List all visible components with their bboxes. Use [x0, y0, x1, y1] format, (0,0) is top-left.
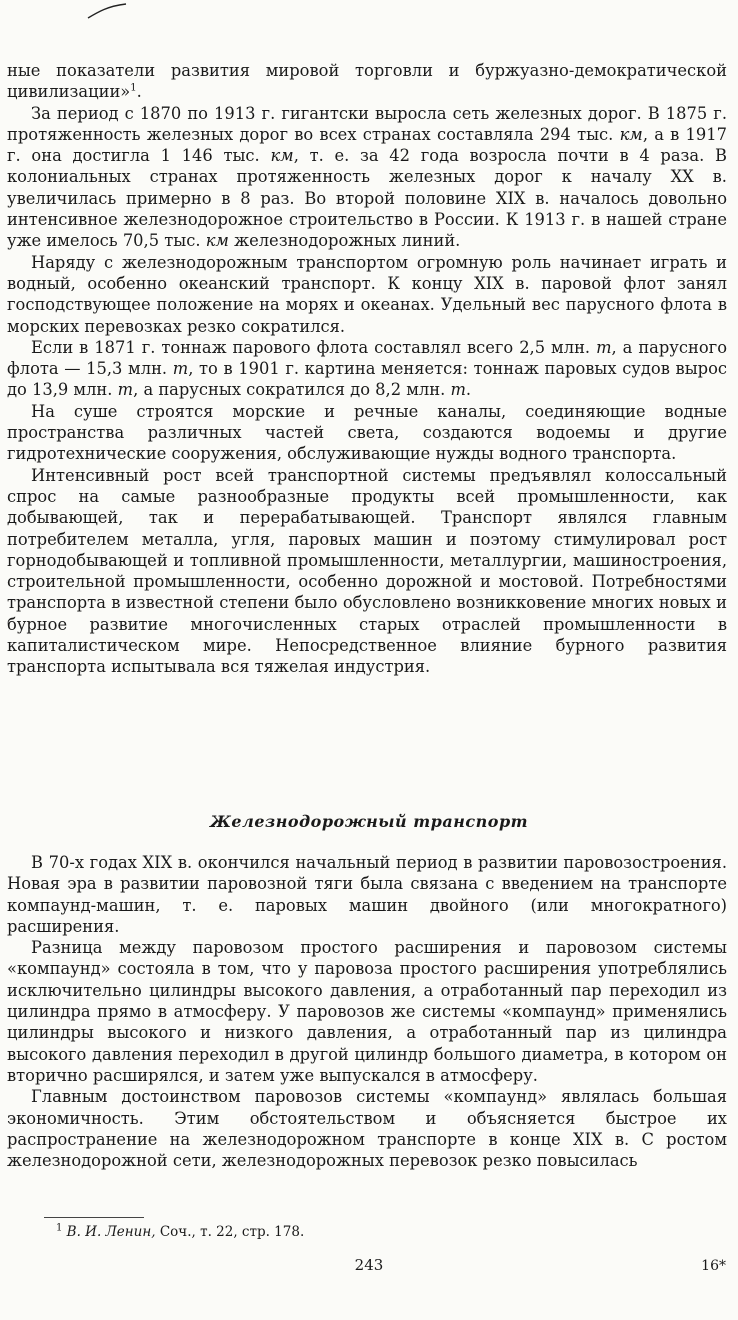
paragraph-railways: За период с 1870 по 1913 г. гигантски выросла сеть железных дорог. В 1875 г. протяженность железных дорог во всех странах составляла 294 тыс. км, а в 1917 г. она достигла 1 146 тыс. км, т. е. за 42 года возросла почти в 4 раза. В колониальных странах протяженность железных дорог к началу XX в. увеличилась примерно в 8 раз. Во второй половине XIX в. началось довольно интенсивное железнодорожное строительство в России. К 1913 г. в нашей стране уже имелось 70,5 тыс. км железнодорожных линий.: [7, 103, 727, 251]
footnote-author: В. И. Ленин,: [66, 1224, 156, 1240]
pen-mark-decoration: [86, 0, 131, 22]
paragraph-economy: Главным достоинством паровозов системы «компаунд» являлась большая экономичность. Этим обстоятельством и объясняется быстрое их распространение на железнодорожном транспорте в конце XIX в. С ростом железнодорожной сети, железнодорожных перевозок резко повысилась: [7, 1087, 727, 1171]
footnote-ref: 1: [130, 82, 137, 94]
footnote-reference: Соч., т. 22, стр. 178.: [155, 1224, 305, 1240]
paragraph-continuation: ные показатели развития мировой торговли и буржуазно-демократической цивилизации»$^1$.: [7, 61, 727, 102]
text-block-top: [7, 60, 727, 678]
footnote-number: 1: [56, 1222, 63, 1234]
footnote-divider: [44, 1217, 144, 1218]
page-number: 243: [354, 1256, 384, 1274]
paragraph-tonnage: Если в 1871 г. тоннаж парового флота составлял всего 2,5 млн. т, а парусного флота — 15,3 млн. т, то в 1901 г. картина меняется: тоннаж паровых судов вырос до 13,9 млн. т, а парусных сократился до 8,2 млн. т.: [7, 337, 727, 400]
paragraph-locomotives: В 70-х годах XIX в. окончился начальный период в развитии паровозостроения. Новая эра в развитии паровозной тяги была связана с введением на транспорте компаунд-машин, т. е. паровых машин двойного (или многократного) расширения.: [7, 853, 727, 936]
paragraph-canals: На суше строятся морские и речные каналы, соединяющие водные пространства различных частей света, создаются водоемы и другие гидротехнические сооружения, обслуживающие нужды водного транспорта.: [7, 401, 727, 464]
text-block-bottom: [7, 852, 727, 1171]
section-heading: Железнодорожный транспорт: [209, 812, 529, 831]
signature-mark: 16*: [701, 1258, 726, 1274]
paragraph-water-transport: Наряду с железнодорожным транспортом огромную роль начинает играть и водный, особенно океанский транспорт. К концу XIX в. паровой флот занял господствующее положение на морях и океанах. Удельный вес парусного флота в морских перевозках резко сократился.: [7, 252, 727, 336]
paragraph-compound: Разница между паровозом простого расширения и паровозом системы «компаунд» состояла в том, что у паровоза простого расширения употреблялись исключительно цилиндры высокого давления, а отработанный пар переходил из цилиндра прямо в атмосферу. У паровозов же системы «компаунд» применялись цилиндры высокого и низкого давления, а отработанный пар из цилиндра высокого давления переходил в другой цилиндр большого диаметра, в котором он вторично расширялся, и затем уже выпускался в атмосферу.: [7, 938, 727, 1085]
footnote: [56, 1223, 304, 1241]
paragraph-industry: Интенсивный рост всей транспортной системы предъявлял колоссальный спрос на самые разнообразные продукты всей промышленности, как добывающей, так и перерабатывающей. Транспорт являлся главным потребителем металла, угля, паровых машин и поэтому стимулировал рост горнодобывающей и топливной промышленности, металлургии, машиностроения, строительной промышленности, особенно дорожной и мостовой. Потребностями транспорта в известной степени было обусловлено возникковение многих новых и бурное развитие многочисленных старых отраслей промышленности в капиталистическом мире. Непосредственное влияние бурного развития транспорта испытывала вся тяжелая индустрия.: [7, 465, 727, 677]
